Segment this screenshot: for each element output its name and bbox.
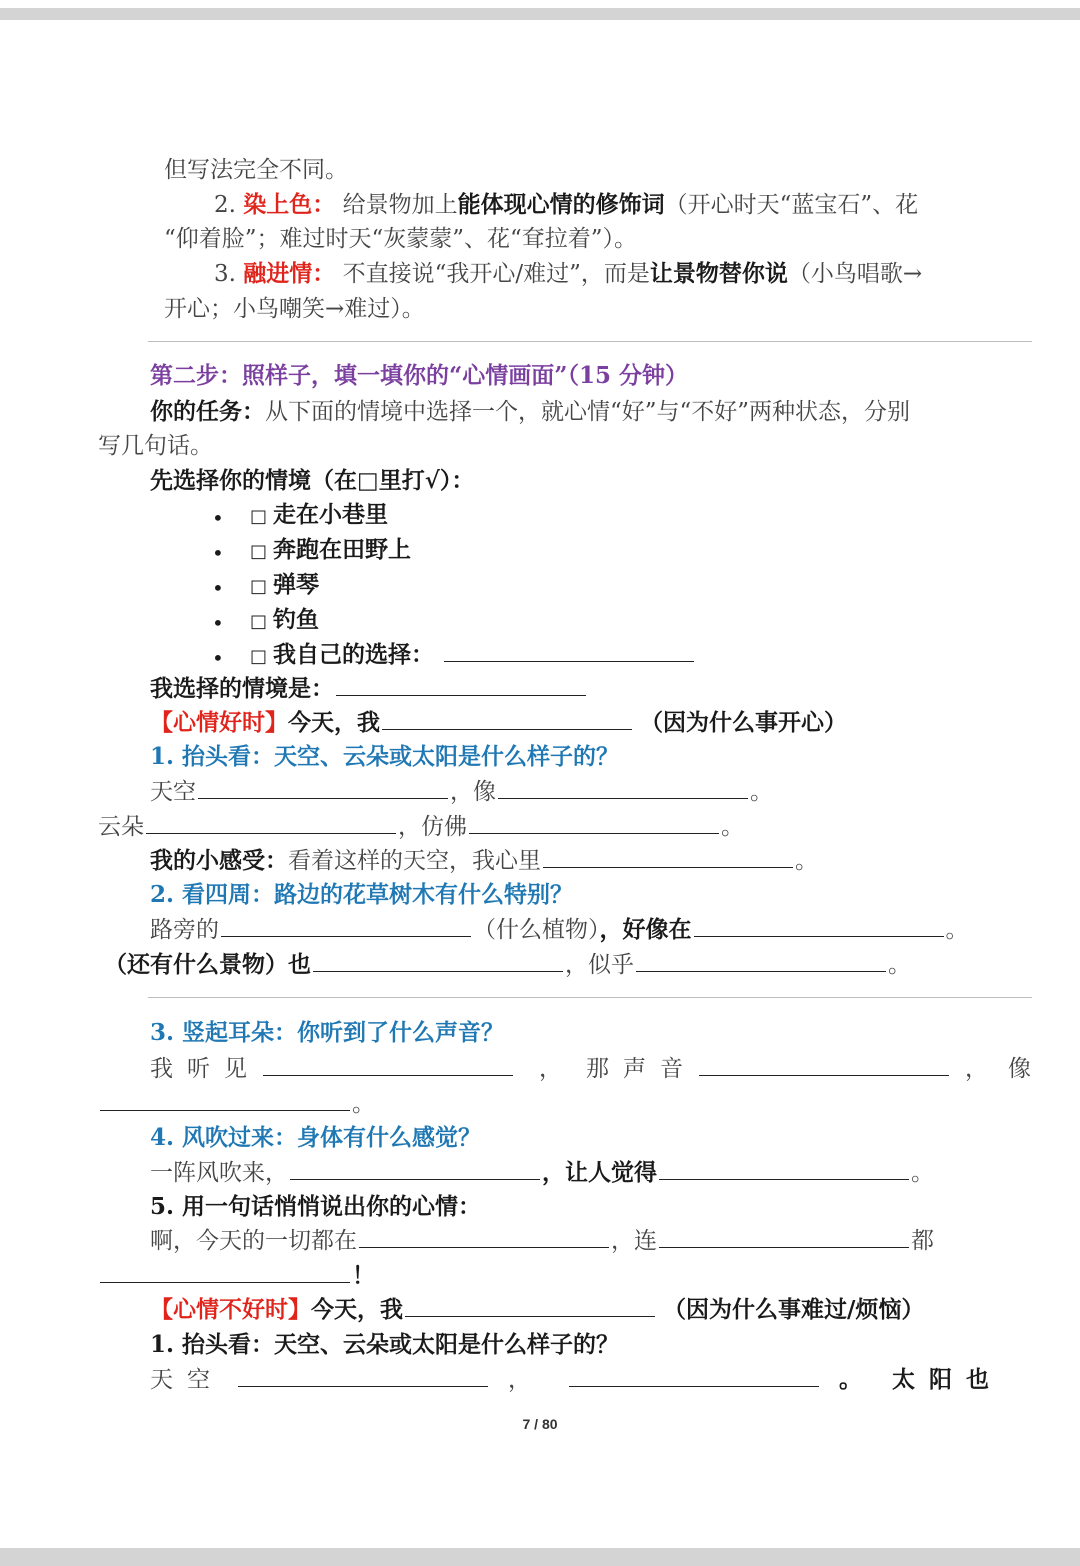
that-sound-label: 那声音 bbox=[586, 1056, 697, 1082]
option-fishing[interactable] bbox=[250, 604, 319, 636]
all-label: 都 bbox=[911, 1228, 934, 1254]
cloud-label: 云朵 bbox=[98, 814, 144, 840]
seems2-label: ，似乎 bbox=[565, 952, 634, 978]
other-label: （还有什么景物）也 bbox=[104, 951, 311, 978]
checkbox[interactable]: □ bbox=[250, 646, 268, 667]
tip-2-num: 2. bbox=[214, 192, 236, 218]
option-alley[interactable] bbox=[250, 499, 388, 531]
bad-header bbox=[150, 1294, 924, 1326]
good-tag: 【心情好时】 bbox=[150, 709, 288, 736]
period: 。 bbox=[352, 1091, 375, 1117]
sky-line bbox=[150, 776, 773, 808]
bad-sky-label: 天空 bbox=[150, 1367, 224, 1393]
sky-blank[interactable] bbox=[198, 776, 448, 799]
bullet: • bbox=[212, 646, 224, 670]
tip-3-num: 3. bbox=[214, 261, 236, 287]
hear-line bbox=[150, 1053, 1031, 1085]
tip-2 bbox=[214, 189, 918, 221]
feel-text: 看着这样的天空，我心里 bbox=[288, 848, 541, 874]
period: 。 bbox=[750, 779, 773, 805]
viewer-bottom-edge bbox=[0, 1548, 1080, 1566]
chosen-label: 我选择的情境是： bbox=[150, 675, 334, 702]
divider bbox=[148, 997, 1032, 998]
comma: ， bbox=[539, 1056, 562, 1082]
other-blank[interactable] bbox=[313, 949, 563, 972]
tip-3-cont: 开心；小鸟嘲笑→难过）。 bbox=[164, 296, 425, 322]
period: 。 bbox=[888, 952, 911, 978]
sky-like-blank[interactable] bbox=[498, 776, 748, 799]
divider bbox=[148, 341, 1032, 342]
plant-blank[interactable] bbox=[221, 914, 471, 937]
option-own[interactable] bbox=[250, 639, 696, 671]
good-q5: 5. 用一句话悄悄说出你的心情： bbox=[150, 1193, 482, 1220]
hear-label: 我听见 bbox=[150, 1056, 261, 1082]
bullet: • bbox=[212, 576, 224, 600]
sound-like-blank[interactable] bbox=[100, 1088, 350, 1111]
feel-blank[interactable] bbox=[543, 845, 793, 868]
tip-3-text2: （小鸟唱歌→ bbox=[787, 261, 923, 287]
good-q2: 2. 看四周：路边的花草树木有什么特别？ bbox=[150, 881, 574, 908]
bullet: • bbox=[212, 541, 224, 565]
bad-sky-blank-2[interactable] bbox=[569, 1364, 819, 1387]
bad-reason: （因为什么事难过/烦恼） bbox=[663, 1296, 925, 1323]
wind-blank[interactable] bbox=[290, 1157, 540, 1180]
viewer-top-edge bbox=[0, 8, 1080, 20]
checkbox[interactable]: □ bbox=[250, 541, 268, 562]
tip-2-label: 染上色： bbox=[243, 191, 336, 218]
other-line bbox=[104, 949, 911, 981]
option-piano[interactable] bbox=[250, 569, 319, 601]
period: 。 bbox=[911, 1160, 934, 1186]
bad-tag: 【心情不好时】 bbox=[150, 1296, 311, 1323]
hear-blank[interactable] bbox=[263, 1053, 513, 1076]
seems-blank[interactable] bbox=[694, 914, 944, 937]
own-choice-blank[interactable] bbox=[444, 639, 694, 662]
period: 。 bbox=[945, 917, 969, 943]
ah-line bbox=[150, 1225, 934, 1257]
tip-2-cont: “仰着脸”；难过时天“灰蒙蒙”、花“耷拉着”）。 bbox=[164, 226, 638, 252]
sound-blank[interactable] bbox=[699, 1053, 949, 1076]
tip-2-bold: 能体现心情的修饰词 bbox=[457, 191, 665, 218]
intro-tail: 但写法完全不同。 bbox=[164, 157, 348, 183]
tip-2-text2: （开心时天“蓝宝石”、花 bbox=[664, 192, 919, 218]
cloud-blank[interactable] bbox=[146, 811, 396, 834]
as-if-label: ，仿佛 bbox=[398, 814, 467, 840]
option-label: 钓鱼 bbox=[273, 606, 320, 633]
task-text: 从下面的情境中选择一个，就心情“好”与“不好”两种状态，分别 bbox=[265, 399, 911, 425]
like2-label: 像 bbox=[1008, 1056, 1031, 1082]
good-q3: 3. 竖起耳朵：你听到了什么声音？ bbox=[150, 1019, 505, 1046]
checkbox[interactable]: □ bbox=[250, 576, 268, 597]
hear-cont bbox=[98, 1088, 375, 1120]
good-q4: 4. 风吹过来：身体有什么感觉？ bbox=[150, 1124, 482, 1151]
good-today-blank[interactable] bbox=[382, 707, 632, 730]
choose-prompt: 先选择你的情境（在□里打√）： bbox=[150, 467, 475, 494]
checkbox[interactable]: □ bbox=[250, 611, 268, 632]
good-reason: （因为什么事开心） bbox=[640, 709, 847, 736]
tip-3-label: 融进情： bbox=[243, 260, 336, 287]
exclamation: ！ bbox=[352, 1262, 375, 1289]
even-blank[interactable] bbox=[659, 1225, 909, 1248]
tip-3 bbox=[214, 258, 922, 290]
roadside-line bbox=[150, 914, 969, 946]
step2-title: 第二步：照样子，填一填你的“心情画面”（15 分钟） bbox=[150, 362, 688, 389]
makes-label: ，让人觉得 bbox=[542, 1159, 657, 1186]
tip-3-bold: 让景物替你说 bbox=[649, 260, 788, 287]
like-label: ，像 bbox=[450, 779, 496, 805]
bad-sky-blank[interactable] bbox=[238, 1364, 488, 1387]
cloud-line bbox=[98, 811, 744, 843]
option-label: 弹琴 bbox=[273, 571, 320, 598]
sky-label: 天空 bbox=[150, 779, 196, 805]
cloud-as-if-blank[interactable] bbox=[469, 811, 719, 834]
good-today: 今天，我 bbox=[288, 709, 380, 736]
ah-label: 啊，今天的一切都在 bbox=[150, 1228, 357, 1254]
tip-2-text1: 给景物加上 bbox=[342, 192, 458, 218]
bullet: • bbox=[212, 506, 224, 530]
seems2-blank[interactable] bbox=[636, 949, 886, 972]
ah-blank[interactable] bbox=[359, 1225, 609, 1248]
option-label: 走在小巷里 bbox=[273, 501, 389, 528]
good-header bbox=[150, 707, 847, 739]
page-number: 7 / 80 bbox=[522, 1416, 558, 1432]
bad-today-blank[interactable] bbox=[405, 1294, 655, 1317]
task-cont: 写几句话。 bbox=[98, 433, 213, 459]
task-line bbox=[150, 396, 910, 428]
bad-sky-line bbox=[150, 1364, 1003, 1396]
period: 。 bbox=[721, 814, 744, 840]
bad-sun-label: 太阳也 bbox=[892, 1366, 1003, 1393]
feel-line bbox=[150, 845, 818, 877]
checkbox[interactable]: □ bbox=[250, 506, 268, 527]
bad-q1: 1. 抬头看：天空、云朵或太阳是什么样子的？ bbox=[150, 1331, 620, 1358]
seems-label: ，好像在 bbox=[599, 916, 692, 943]
comma: ， bbox=[965, 1056, 988, 1082]
chosen-line bbox=[150, 673, 588, 705]
ah-cont bbox=[98, 1260, 375, 1292]
option-field[interactable] bbox=[250, 534, 411, 566]
even-label: ，连 bbox=[611, 1228, 657, 1254]
feel-label: 我的小感受： bbox=[150, 847, 288, 874]
period: 。 bbox=[795, 848, 818, 874]
period: 。 bbox=[839, 1366, 862, 1393]
wind-label: 一阵风吹来， bbox=[150, 1160, 288, 1186]
all-blank[interactable] bbox=[100, 1260, 350, 1283]
roadside-label: 路旁的 bbox=[150, 917, 219, 943]
wind-line bbox=[150, 1157, 934, 1189]
comma: ， bbox=[508, 1367, 531, 1393]
chosen-blank[interactable] bbox=[336, 673, 586, 696]
makes-blank[interactable] bbox=[659, 1157, 909, 1180]
plant-hint: （什么植物） bbox=[473, 917, 600, 943]
option-label: 我自己的选择： bbox=[273, 641, 435, 668]
good-q1: 1. 抬头看：天空、云朵或太阳是什么样子的？ bbox=[150, 743, 620, 770]
option-label: 奔跑在田野上 bbox=[273, 536, 412, 563]
bad-today: 今天，我 bbox=[311, 1296, 403, 1323]
bullet: • bbox=[212, 611, 224, 635]
task-label: 你的任务： bbox=[150, 398, 265, 425]
tip-3-text1: 不直接说“我开心/难过”，而是 bbox=[342, 261, 650, 287]
